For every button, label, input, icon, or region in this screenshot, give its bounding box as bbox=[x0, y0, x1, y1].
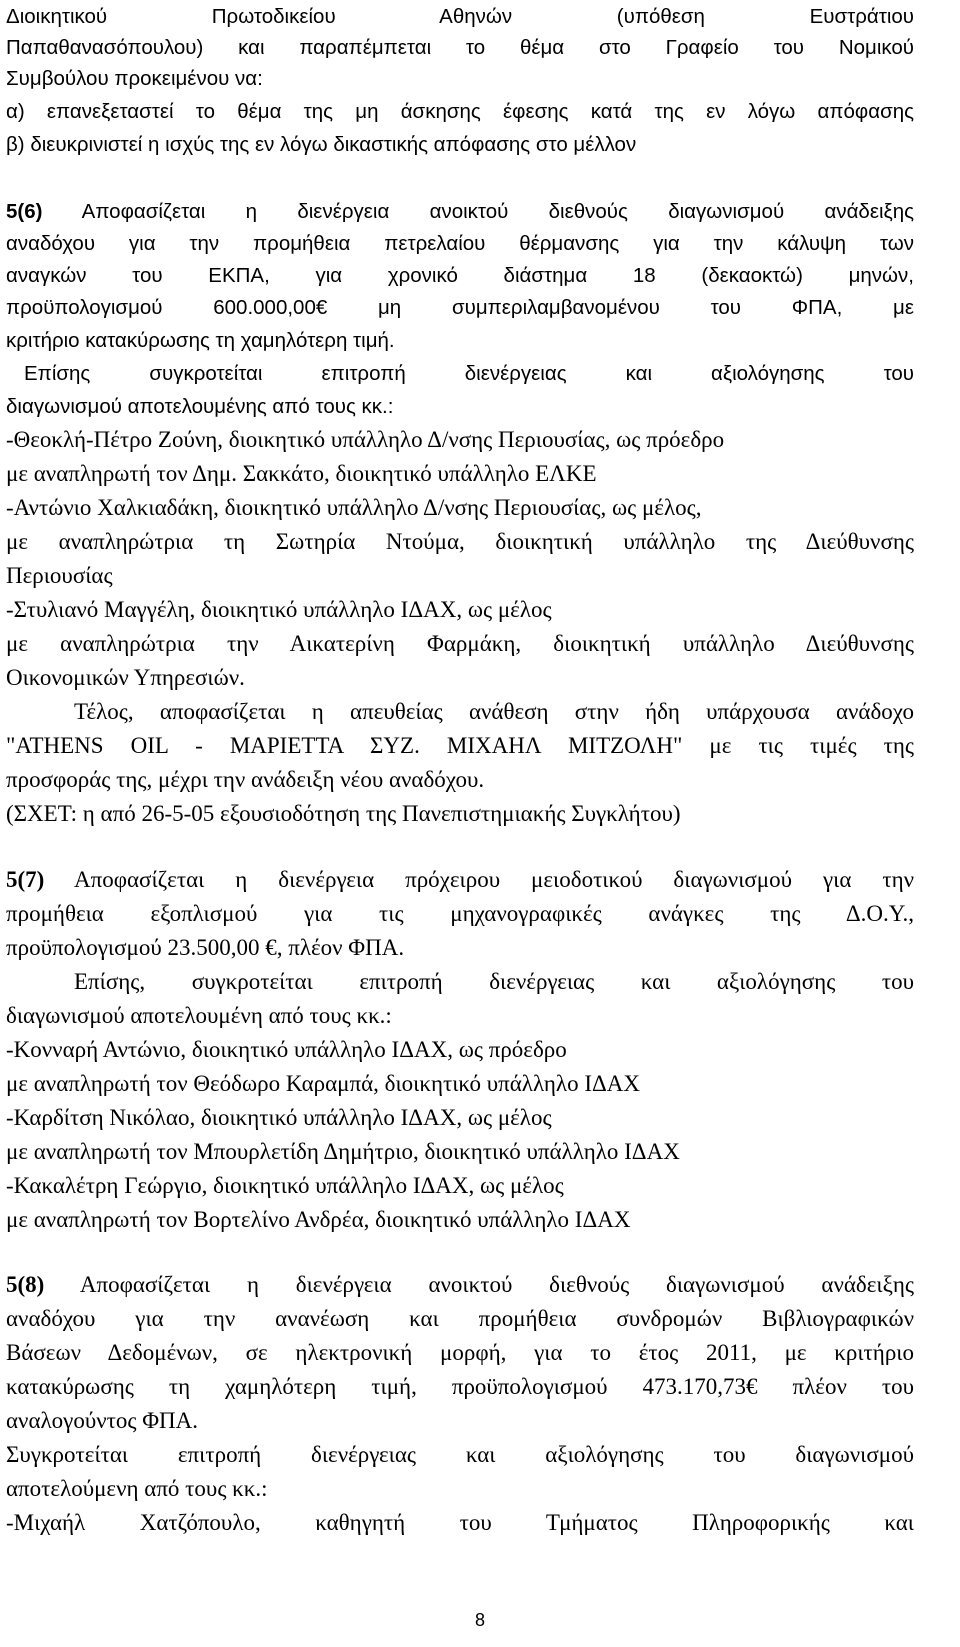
text-line: προμήθεια εξοπλισμού για τις μηχανογραφικές ανάγκες της Δ.Ο.Υ., bbox=[6, 901, 914, 926]
text-line: Οικονομικών Υπηρεσιών. bbox=[6, 665, 245, 690]
text-line: αναγκών του ΕΚΠΑ, για χρονικό διάστημα 18 (δεκαοκτώ) μηνών, bbox=[6, 264, 914, 287]
item-heading-line: 5(6) Αποφασίζεται η διενέργεια ανοικτού διεθνούς διαγωνισμού ανάδειξης bbox=[6, 200, 914, 223]
item-heading-line: 5(8) Αποφασίζεται η διενέργεια ανοικτού διεθνούς διαγωνισμού ανάδειξης bbox=[6, 1272, 914, 1297]
text-line: Παπαθανασόπουλου) και παραπέμπεται το θέμα στο Γραφείο του Νομικού bbox=[6, 36, 914, 59]
text-line: -Θεοκλή-Πέτρο Ζούνη, διοικητικό υπάλληλο Δ/νσης Περιουσίας, ως πρόεδρο bbox=[6, 427, 725, 452]
text-line: αναλογούντος ΦΠΑ. bbox=[6, 1408, 198, 1433]
text-line: -Καρδίτση Νικόλαο, διοικητικό υπάλληλο ΙΔΑΧ, ως μέλος bbox=[6, 1105, 552, 1130]
text-line: κριτήριο κατακύρωσης τη χαμηλότερη τιμή. bbox=[6, 329, 395, 352]
text-line: Συμβούλου προκειμένου να: bbox=[6, 67, 263, 90]
text-line: Τέλος, αποφασίζεται η απευθείας ανάθεση στην ήδη υπάρχουσα ανάδοχο bbox=[74, 699, 914, 724]
item-heading-line: 5(7) Αποφασίζεται η διενέργεια πρόχειρου μειοδοτικού διαγωνισμού για την bbox=[6, 867, 914, 892]
text-line: αποτελούμενη από τους κκ.: bbox=[6, 1476, 268, 1501]
text-line: με αναπληρώτρια τη Σωτηρία Ντούμα, διοικητική υπάλληλο της Διεύθυνσης bbox=[6, 529, 914, 554]
text-line: α) επανεξεταστεί το θέμα της μη άσκησης έφεσης κατά της εν λόγω απόφασης bbox=[6, 100, 914, 123]
text-line: προσφοράς της, μέχρι την ανάδειξη νέου αναδόχου. bbox=[6, 767, 485, 792]
text-line: με αναπληρωτή τον Δημ. Σακκάτο, διοικητικό υπάλληλο ΕΛΚΕ bbox=[6, 461, 597, 486]
text-line: αναδόχου για την προμήθεια πετρελαίου θέρμανσης για την κάλυψη των bbox=[6, 232, 914, 255]
text-line: προϋπολογισμού 600.000,00€ μη συμπεριλαμβανομένου του ΦΠΑ, με bbox=[6, 296, 914, 319]
text-line: Επίσης, συγκροτείται επιτροπή διενέργειας και αξιολόγησης του bbox=[74, 969, 914, 994]
text-line: με αναπληρώτρια την Αικατερίνη Φαρμάκη, διοικητική υπάλληλο Διεύθυνσης bbox=[6, 631, 914, 656]
text-line: κατακύρωσης τη χαμηλότερη τιμή, προϋπολογισμού 473.170,73€ πλέον του bbox=[6, 1374, 914, 1399]
text-line: διαγωνισμού αποτελουμένης από τους κκ.: bbox=[6, 395, 394, 418]
text-line: -Μιχαήλ Χατζόπουλο, καθηγητή του Τμήματος Πληροφορικής και bbox=[6, 1510, 914, 1535]
text-line: β) διευκρινιστεί η ισχύς της εν λόγω δικαστικής απόφασης στο μέλλον bbox=[6, 133, 637, 156]
page-number: 8 bbox=[474, 1610, 485, 1630]
text-line: Βάσεων Δεδομένων, σε ηλεκτρονική μορφή, για το έτος 2011, με κριτήριο bbox=[6, 1340, 914, 1365]
text-line: "ATHENS OIL - ΜΑΡΙΕΤΤΑ ΣΥΖ. ΜΙΧΑΗΛ ΜΙΤΖΟΛΗ" με τις τιμές της bbox=[6, 733, 914, 758]
text-line: Διοικητικού Πρωτοδικείου Αθηνών (υπόθεση Ευστράτιου bbox=[6, 5, 914, 28]
text-line: Συγκροτείται επιτροπή διενέργειας και αξιολόγησης του διαγωνισμού bbox=[6, 1442, 914, 1467]
text-line: Επίσης συγκροτείται επιτροπή διενέργειας και αξιολόγησης του bbox=[24, 362, 914, 385]
text-line: αναδόχου για την ανανέωση και προμήθεια συνδρομών Βιβλιογραφικών bbox=[6, 1306, 914, 1331]
text-line: -Κακαλέτρη Γεώργιο, διοικητικό υπάλληλο ΙΔΑΧ, ως μέλος bbox=[6, 1173, 564, 1198]
item-number: 5(8) bbox=[6, 1272, 45, 1297]
text-line: με αναπληρωτή τον Θεόδωρο Καραμπά, διοικητικό υπάλληλο ΙΔΑΧ bbox=[6, 1071, 641, 1096]
text-line: με αναπληρωτή τον Μπουρλετίδη Δημήτριο, διοικητικό υπάλληλο ΙΔΑΧ bbox=[6, 1139, 680, 1164]
text-line: με αναπληρωτή τον Βορτελίνο Ανδρέα, διοικητικό υπάλληλο ΙΔΑΧ bbox=[6, 1207, 631, 1232]
text-line: -Αντώνιο Χαλκιαδάκη, διοικητικό υπάλληλο Δ/νσης Περιουσίας, ως μέλος, bbox=[6, 495, 702, 520]
text-line: Περιουσίας bbox=[6, 563, 113, 588]
text-line: -Κονναρή Αντώνιο, διοικητικό υπάλληλο ΙΔΑΧ, ως πρόεδρο bbox=[6, 1037, 567, 1062]
text-line: (ΣΧΕΤ: η από 26-5-05 εξουσιοδότηση της Πανεπιστημιακής Συγκλήτου) bbox=[6, 801, 681, 826]
item-number: 5(7) bbox=[6, 867, 45, 892]
text-line: -Στυλιανό Μαγγέλη, διοικητικό υπάλληλο ΙΔΑΧ, ως μέλος bbox=[6, 597, 552, 622]
text-line: διαγωνισμού αποτελουμένη από τους κκ.: bbox=[6, 1003, 392, 1028]
text-line: προϋπολογισμού 23.500,00 €, πλέον ΦΠΑ. bbox=[6, 935, 405, 960]
item-number: 5(6) bbox=[6, 200, 43, 223]
